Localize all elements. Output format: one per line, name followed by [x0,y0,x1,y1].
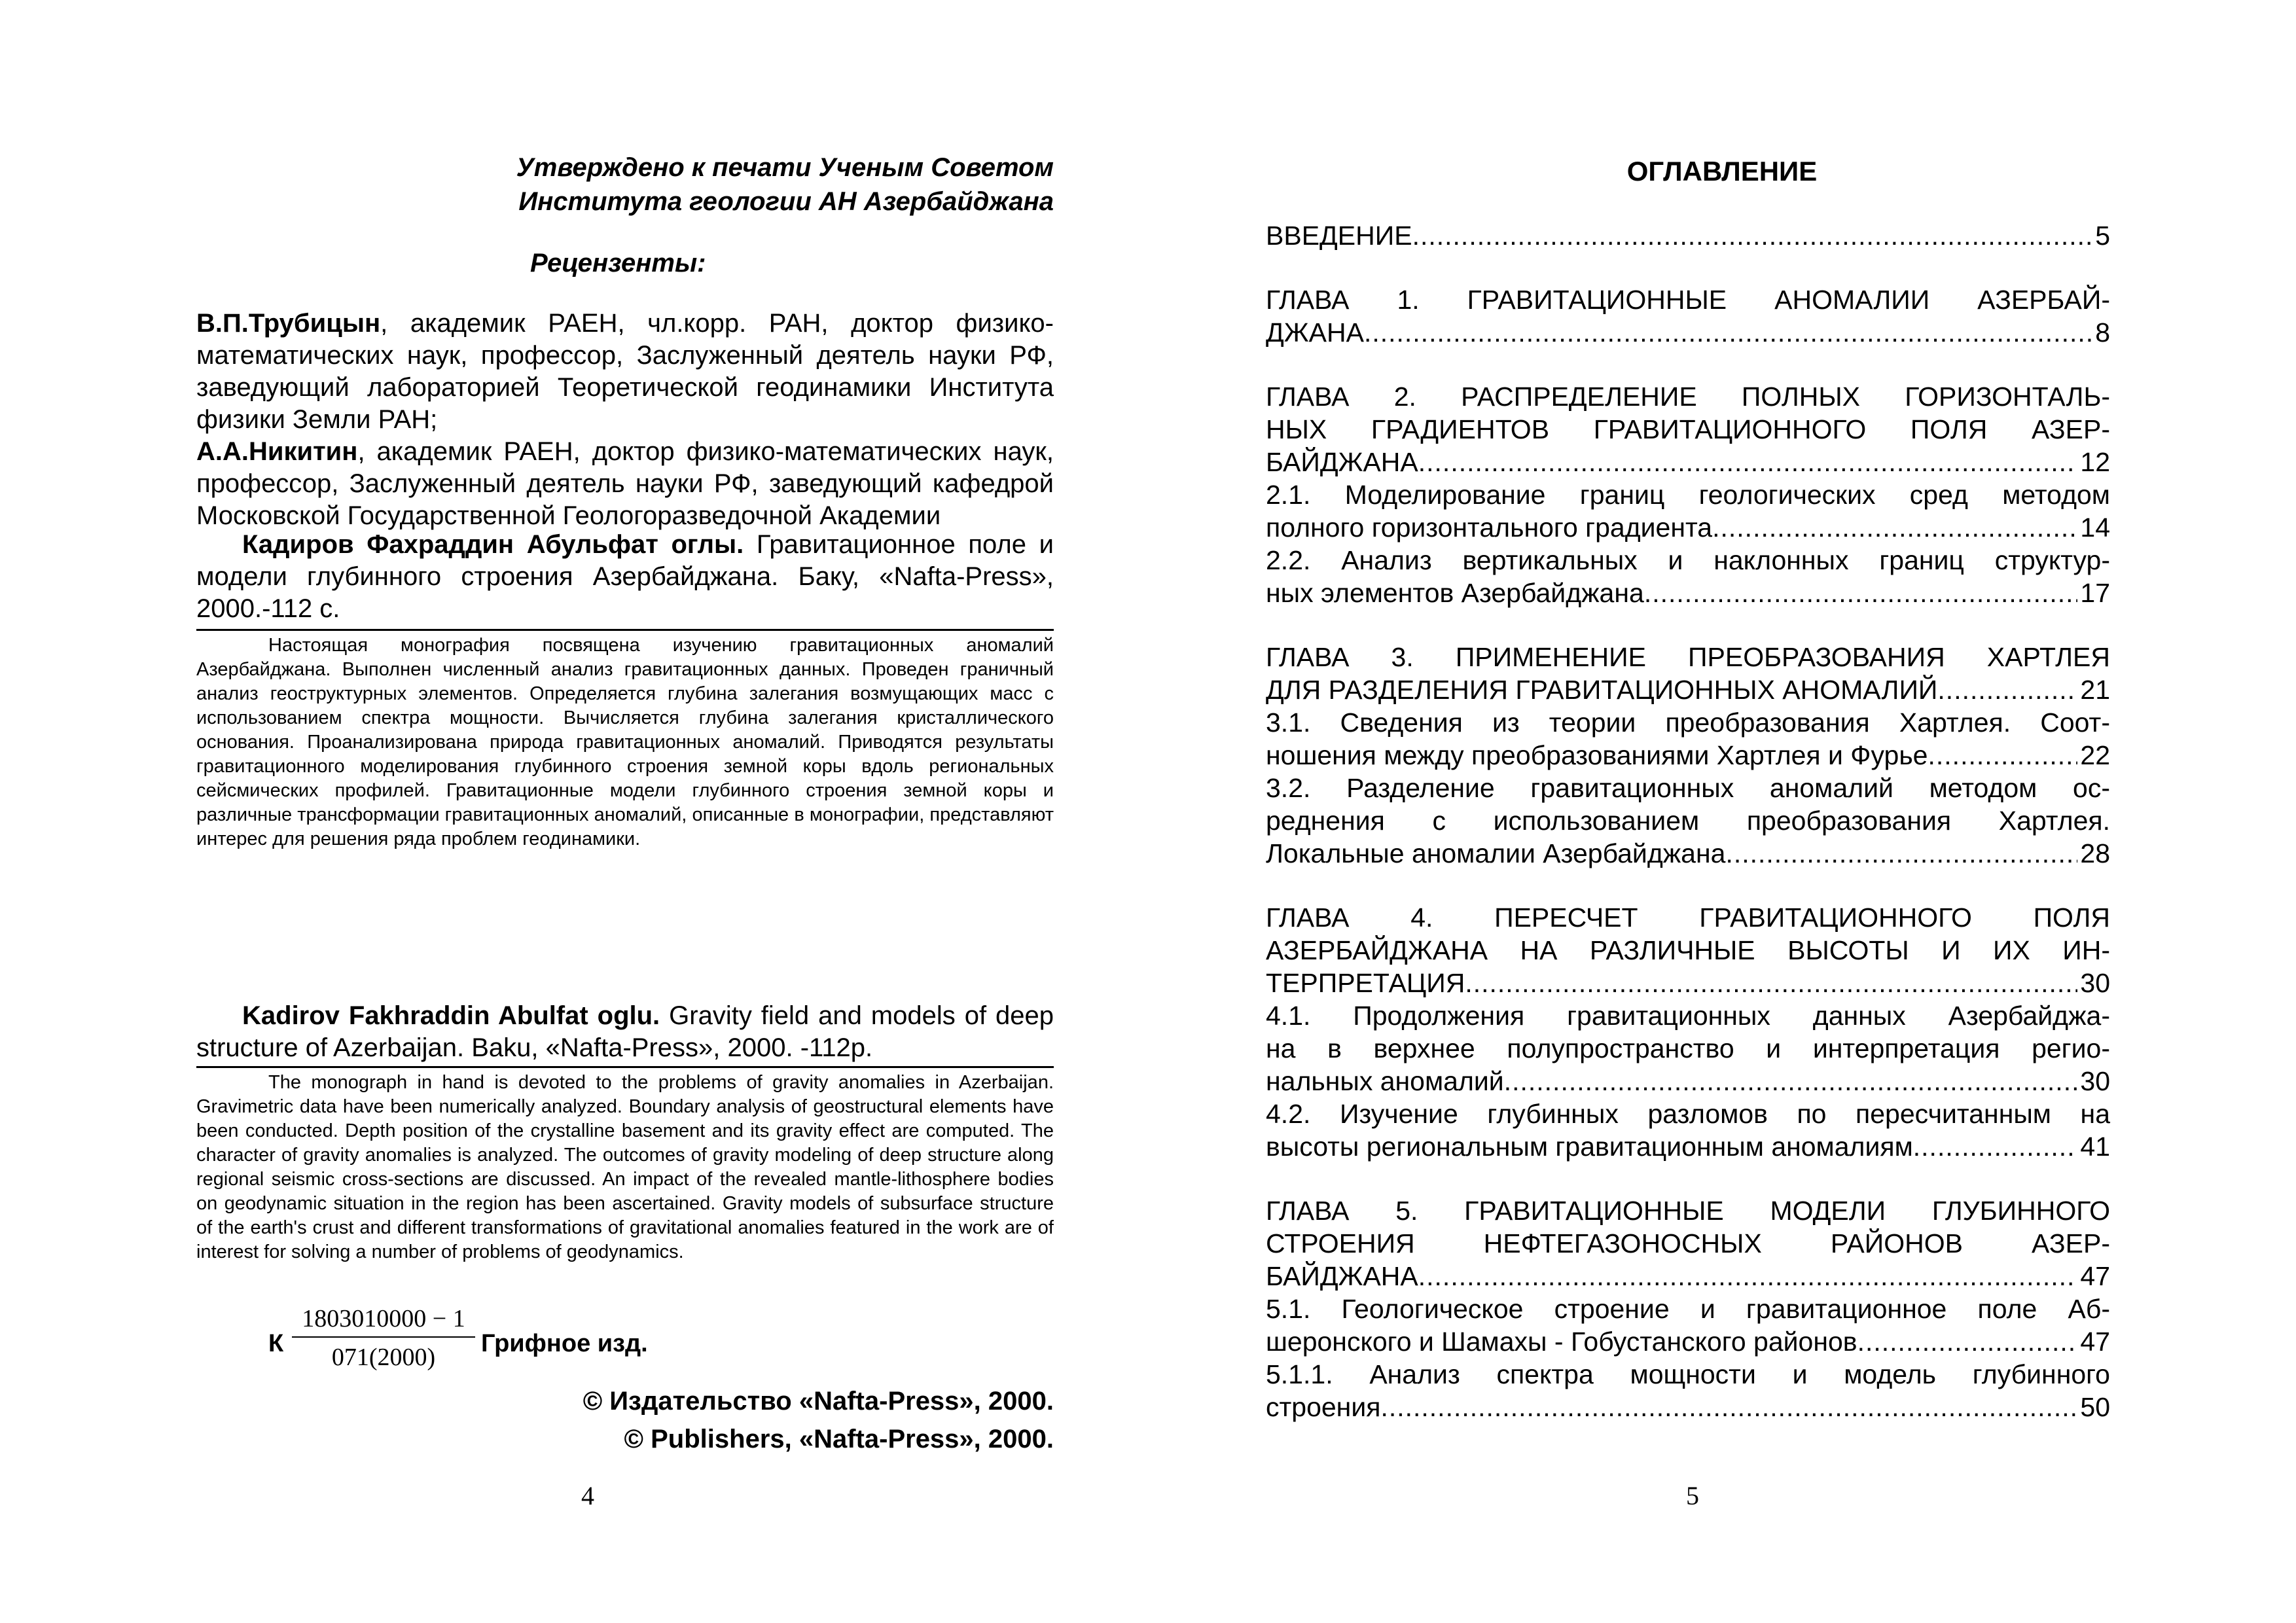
toc-line: БАЙДЖАНА [1266,447,1418,477]
toc-last-line [1266,1065,2110,1097]
toc-line: ДЛЯ РАЗДЕЛЕНИЯ ГРАВИТАЦИОННЫХ АНОМАЛИЙ [1266,675,1938,705]
toc-line: на в верхнее полупространство и интерпретация регио- [1266,1033,2110,1063]
toc-last-line [1266,316,2110,349]
toc-line: 3.1. Сведения из теории преобразования Хартлея. Соот- [1266,707,2110,738]
reviewer-name: В.П.Трубицын [196,309,381,338]
toc-last-line [1266,511,2110,544]
toc-page-number: 47 [2080,1327,2110,1357]
reviewer-entry [196,308,1054,436]
fraction-bar [292,1336,475,1338]
toc-line: ГЛАВА 3. ПРИМЕНЕНИЕ ПРЕОБРАЗОВАНИЯ ХАРТЛЕЯ [1266,642,2110,672]
toc-last-line [1266,673,2110,706]
toc-section-entry [1266,1358,2110,1423]
toc-section-entry [1266,544,2110,609]
toc-page-number: 21 [2080,675,2110,705]
approval-line: Утверждено к печати Ученым Советом [516,153,1054,182]
author-name-en: Kadirov Fakhraddin Abulfat oglu. [242,1001,660,1030]
toc-line: полного горизонтального градиента [1266,512,1713,543]
reviewer-description: , академик РАЕН, чл.корр. РАН, доктор физико-математических наук, профессор, Заслуженный деятель науки РФ, заведующий лабораторией Теоретической геодинамики Института физики Земли РАН; [196,309,1054,434]
abstract-ru [196,633,1054,851]
reviewer-description: , академик РАЕН, доктор физико-математических наук, профессор, Заслуженный деятель науки РФ, заведующий кафедрой Московской Государственной Геологоразведочной Академии [196,437,1054,530]
toc-section-entry [1266,999,2110,1097]
approval-note [196,151,1054,219]
dot-leader [1380,1391,2077,1423]
bibliographic-record-en [196,1000,1054,1064]
page-number: 5 [1686,1481,1699,1510]
toc-chapter-entry [1266,380,2110,478]
toc-line: ГЛАВА 5. ГРАВИТАЦИОННЫЕ МОДЕЛИ ГЛУБИННОГО [1266,1196,2110,1226]
toc-page-number: 5 [2095,221,2110,251]
toc-line: 4.2. Изучение глубинных разломов по пересчитанным на [1266,1099,2110,1129]
dot-leader [1412,219,2093,252]
dot-leader [1937,673,2077,706]
toc-chapter-entry [1266,219,2110,252]
toc-page-number: 14 [2080,512,2110,543]
toc-section-entry [1266,1097,2110,1163]
toc-line: 5.1. Геологическое строение и гравитационное поле Аб- [1266,1294,2110,1324]
toc-chapter-entry [1266,641,2110,706]
toc-chapter-entry [1266,1194,2110,1293]
toc-page-number: 8 [2095,317,2110,348]
toc-page-number: 28 [2080,838,2110,868]
right-page [1148,0,2296,1623]
toc-last-line [1266,446,2110,478]
toc-last-line [1266,577,2110,609]
toc-page-number: 30 [2080,968,2110,998]
dot-leader [1465,967,2077,999]
toc-section-entry [1266,1293,2110,1358]
toc-page-number: 50 [2080,1392,2110,1422]
toc-line: ГЛАВА 2. РАСПРЕДЕЛЕНИЕ ПОЛНЫХ ГОРИЗОНТАЛЬ- [1266,382,2110,412]
toc-line: НЫХ ГРАДИЕНТОВ ГРАВИТАЦИОННОГО ПОЛЯ АЗЕР- [1266,414,2110,444]
toc-line: ТЕРПРЕТАЦИЯ [1266,968,1465,998]
copyright-block [196,1382,1054,1458]
bibliographic-record-ru [196,529,1054,625]
toc-last-line [1266,1260,2110,1293]
code-denominator: 071(2000) [331,1344,436,1371]
book-title-en: Gravity field and models of deep structure of Azerbaijan. Baku, «Nafta-Press», 2000. -112p. [196,1001,1054,1062]
toc-line: 4.1. Продолжения гравитационных данных Азербайджа- [1266,1001,2110,1031]
toc-page-number: 17 [2080,578,2110,608]
toc-section-entry [1266,706,2110,772]
dot-leader [1364,316,2092,349]
dot-leader [1857,1325,2078,1358]
toc-section-entry [1266,478,2110,544]
toc-line: шеронского и Шамахы - Гобустанского районов [1266,1327,1857,1357]
abstract-ru-text: Настоящая монография посвящена изучению гравитационных аномалий Азербайджана. Выполнен численный анализ гравитационных данных. Проведен граничный анализ геоструктурных элементов. Определяется глубина залегания возмущающих масс с использованием спектра мощности. Вычисляется глубина залегания кристаллического основания. Проанализирована природа гравитационных аномалий. Приводятся результаты гравитационного моделирования глубинного строения земной коры вдоль региональных сейсмических профилей. Гравитационные модели глубинного строения земной коры и различные трансформации гравитационных аномалий, описанные в монографии, представляют интерес для решения ряда проблем геодинамики. [196,635,1054,849]
abstract-en [196,1071,1054,1264]
dot-leader [1725,837,2077,870]
reviewers-list [196,308,1054,532]
dot-leader [1418,446,2078,478]
toc-page-number: 22 [2080,740,2110,770]
toc-chapter-entry [1266,283,2110,349]
dot-leader [1913,1130,2078,1163]
toc-line: 5.1.1. Анализ спектра мощности и модель глубинного [1266,1359,2110,1389]
toc-line: ВВЕДЕНИЕ [1266,221,1412,251]
toc-page-number: 12 [2080,447,2110,477]
dot-leader [1504,1065,2078,1097]
classification-code [268,1302,726,1387]
toc-line: нальных аномалий [1266,1066,1504,1096]
toc-line: БАЙДЖАНА [1266,1261,1418,1291]
toc-last-line [1266,1325,2110,1358]
code-numerator: 1803010000 − 1 [302,1305,465,1332]
toc-last-line [1266,219,2110,252]
toc-line: ГЛАВА 4. ПЕРЕСЧЕТ ГРАВИТАЦИОННОГО ПОЛЯ [1266,902,2110,933]
grif-label: Грифное изд. [481,1330,648,1357]
toc-last-line [1266,837,2110,870]
toc-last-line [1266,739,2110,772]
toc-line: 2.1. Моделирование границ геологических сред методом [1266,480,2110,510]
copyright-line: © Издательство «Nafta-Press», 2000. [583,1387,1054,1416]
toc-page-number: 47 [2080,1261,2110,1291]
toc-page-number: 41 [2080,1132,2110,1162]
divider-rule [196,1066,1054,1068]
toc-last-line [1266,1130,2110,1163]
approval-line: Института геологии АН Азербайджана [518,187,1054,216]
toc-title: ОГЛАВЛЕНИЕ [1626,156,1818,187]
toc-line: строения [1266,1392,1381,1422]
toc-line: ГЛАВА 1. ГРАВИТАЦИОННЫЕ АНОМАЛИИ АЗЕРБАЙ- [1266,285,2110,315]
reviewer-entry [196,436,1054,532]
reviewers-heading: Рецензенты: [530,249,706,277]
toc-line: 2.2. Анализ вертикальных и наклонных границ структур- [1266,545,2110,575]
code-fraction [292,1302,475,1376]
toc-line: высоты региональным гравитационным аномалиям [1266,1132,1913,1162]
abstract-en-text: The monograph in hand is devoted to the problems of gravity anomalies in Azerbaijan. Gravimetric data have been numerically analyzed. Boundary analysis of geostructural elements have been conducted. Depth position of the crystalline basement and its gravity effect are computed. The character of gravity anomalies is analyzed. The outcomes of gravity modeling of deep structure along regional seismic cross-sections are discussed. An impact of the revealed mantle-lithosphere bodies on geodynamic situation in the region has been ascertained. Gravity models of subsurface structure of the earth's crust and different transformations of gravitational anomalies featured in the work are of interest for solving a number of problems of geodynamics. [196,1072,1054,1262]
toc-last-line [1266,967,2110,999]
toc-chapter-entry [1266,901,2110,999]
toc-section-entry [1266,772,2110,870]
toc-line: реднения с использованием преобразования Хартлея. [1266,806,2110,836]
toc-line: ношения между преобразованиями Хартлея и Фурье [1266,740,1928,770]
dot-leader [1928,739,2078,772]
dot-leader [1644,577,2078,609]
toc-last-line [1266,1391,2110,1423]
toc-line: СТРОЕНИЯ НЕФТЕГАЗОНОСНЫХ РАЙОНОВ АЗЕР- [1266,1228,2110,1258]
code-letter: К [268,1330,284,1357]
reviewer-name: А.А.Никитин [196,437,358,466]
dot-leader [1418,1260,2078,1293]
toc-line: Локальные аномалии Азербайджана [1266,838,1726,868]
dot-leader [1712,511,2077,544]
author-name-ru: Кадиров Фахраддин Абульфат оглы. [242,530,744,559]
toc-line: ДЖАНА [1266,317,1364,348]
table-of-contents [1266,219,2110,1423]
toc-line: ных элементов Азербайджана [1266,578,1644,608]
toc-line: АЗЕРБАЙДЖАНА НА РАЗЛИЧНЫЕ ВЫСОТЫ И ИХ ИН- [1266,935,2110,965]
toc-page-number: 30 [2080,1066,2110,1096]
book-title-ru: Гравитационное поле и модели глубинного строения Азербайджана. Баку, «Nafta-Press», 2000.-112 с. [196,530,1054,623]
copyright-line: © Publishers, «Nafta-Press», 2000. [624,1425,1054,1454]
divider-rule [196,629,1054,631]
page-number: 4 [581,1481,594,1510]
toc-line: 3.2. Разделение гравитационных аномалий методом ос- [1266,773,2110,803]
